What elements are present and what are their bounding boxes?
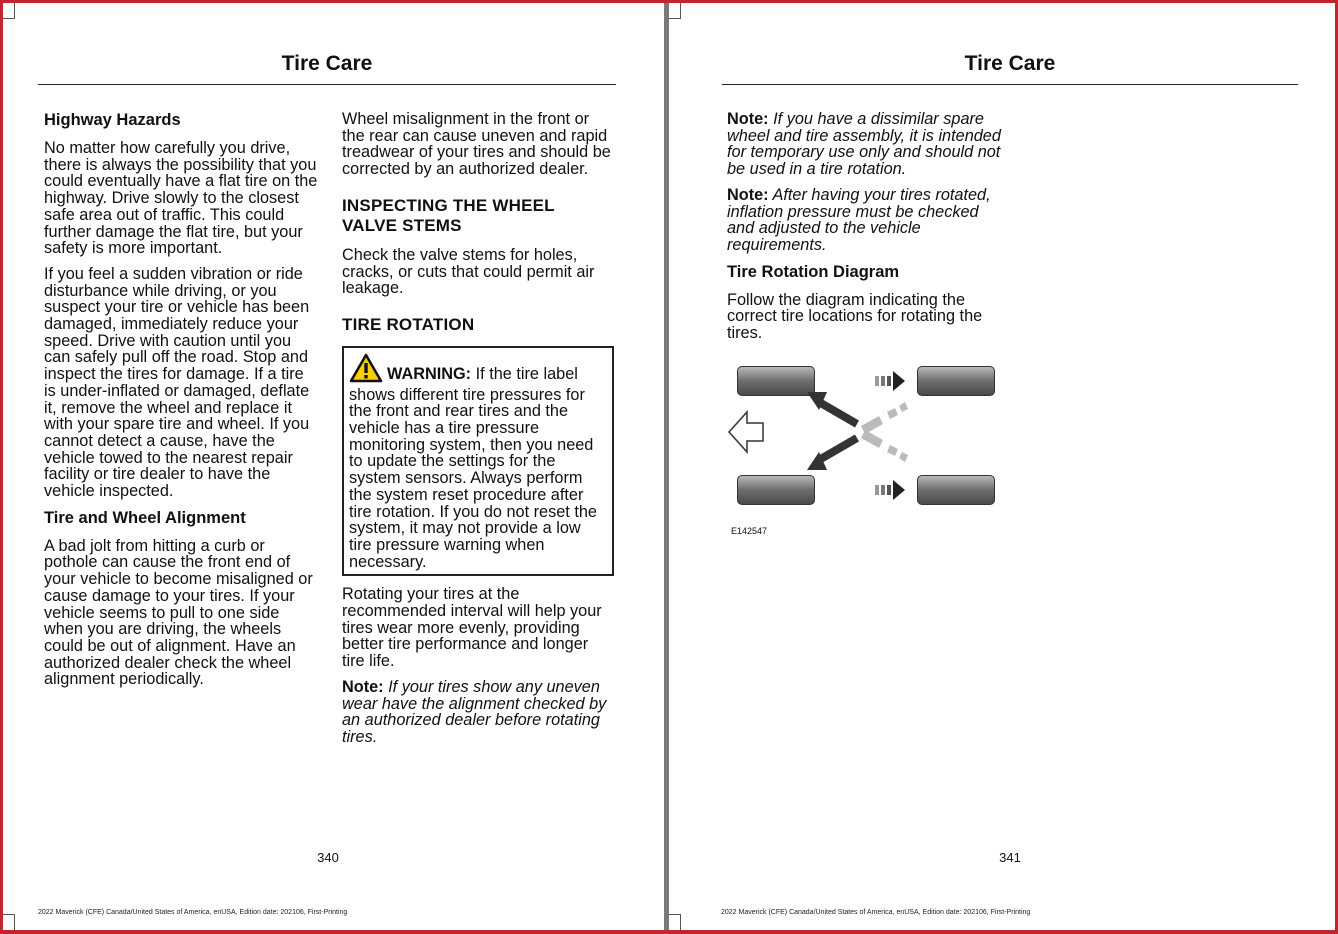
note-label: Note: xyxy=(342,677,384,696)
straight-arrow-top xyxy=(875,371,905,391)
left-column-2 xyxy=(342,111,614,755)
note xyxy=(727,187,1003,254)
left-page xyxy=(3,3,664,930)
warning-text: If the tire label shows different tire pressures for the front and rear tires and the vehicle has a tire pressure monitoring system, then you need to update the settings for the system sensors. Always perform the system reset procedure after tire rotation. If you do not reset the system, it may not provide a low tire pressure warning when necessary. xyxy=(349,364,597,571)
note-label: Note: xyxy=(727,110,769,128)
rotation-arrows xyxy=(727,362,997,542)
crop-mark xyxy=(3,3,15,19)
section-heading-tire-rotation-diagram: Tire Rotation Diagram xyxy=(727,262,900,281)
note-label: Note: xyxy=(727,185,769,204)
paragraph: Wheel misalignment in the front or the rear can cause uneven and rapid treadwear of your tires and should be corrected by an authorized dealer. xyxy=(342,110,611,179)
section-heading-tire-rotation: TIRE ROTATION xyxy=(342,314,475,334)
tire-rotation-diagram xyxy=(727,362,997,542)
page-number: 340 xyxy=(317,850,339,865)
paragraph: A bad jolt from hitting a curb or pothole can cause the front end of your vehicle to become misaligned or cause damage to your tires. If your vehicle seems to pull to one side when you are driving, the wheels could be out of alignment. Have an authorized dealer check the wheel alignment periodically. xyxy=(44,536,313,689)
crop-mark xyxy=(669,3,681,19)
straight-arrow-bottom xyxy=(875,480,905,500)
crop-mark xyxy=(669,914,681,930)
page-number: 341 xyxy=(999,850,1021,865)
header-rule xyxy=(38,84,616,85)
note-text: If you have a dissimilar spare wheel and tire assembly, it is intended for temporary use only and should not be used in a tire rotation. xyxy=(727,110,1001,179)
warning-label: WARNING: xyxy=(387,364,472,383)
right-page xyxy=(669,3,1335,930)
header-rule xyxy=(722,84,1298,85)
note-text: If your tires show any uneven wear have the alignment checked by an authorized dealer before rotating tires. xyxy=(342,677,607,746)
warning-triangle-icon xyxy=(349,353,383,387)
page-footer: 2022 Maverick (CFE) Canada/United States of America, enUSA, Edition date: 202106, First-Printing xyxy=(721,909,1031,916)
section-heading-highway-hazards: Highway Hazards xyxy=(44,111,181,129)
front-direction-arrow-icon xyxy=(729,412,763,452)
paragraph: No matter how carefully you drive, there is always the possibility that you could eventually have a flat tire on the highway. Drive slowly to the closest safe area out of traffic. This could further damage the flat tire, but your safety is more important. xyxy=(44,139,318,258)
warning-box xyxy=(342,346,614,576)
note xyxy=(342,679,614,746)
note xyxy=(727,111,1003,178)
note-text: After having your tires rotated, inflation pressure must be checked and adjusted to the vehicle requirements. xyxy=(727,185,991,254)
diagram-code: E142547 xyxy=(731,525,768,536)
page-header-title: Tire Care xyxy=(964,52,1056,75)
right-column-1 xyxy=(727,111,1003,542)
left-column-1 xyxy=(44,111,318,697)
page-header-title: Tire Care xyxy=(281,52,373,75)
section-heading-tire-wheel-alignment: Tire and Wheel Alignment xyxy=(44,508,246,527)
paragraph: If you feel a sudden vibration or ride disturbance while driving, or you suspect your tire or vehicle has been damaged, immediately reduce your speed. Drive with caution until you can safely pull off the road. Stop and inspect the tires for damage. If a tire is under-inflated or damaged, deflate it, remove the wheel and replace it with your spare tire and wheel. If you cannot detect a cause, have the vehicle towed to the nearest repair facility or tire dealer to have the vehicle inspected. xyxy=(44,264,310,501)
page-footer: 2022 Maverick (CFE) Canada/United States of America, enUSA, Edition date: 202106, First-Printing xyxy=(38,909,348,916)
paragraph: Follow the diagram indicating the correct tire locations for rotating the tires. xyxy=(727,290,983,343)
section-heading-valve-stems: INSPECTING THE WHEEL VALVE STEMS xyxy=(342,195,555,235)
paragraph: Check the valve stems for holes, cracks, or cuts that could permit air leakage. xyxy=(342,245,595,298)
crop-mark xyxy=(3,914,15,930)
paragraph: Rotating your tires at the recommended interval will help your tires wear more evenly, providing better tire performance and longer tire life. xyxy=(342,585,602,671)
